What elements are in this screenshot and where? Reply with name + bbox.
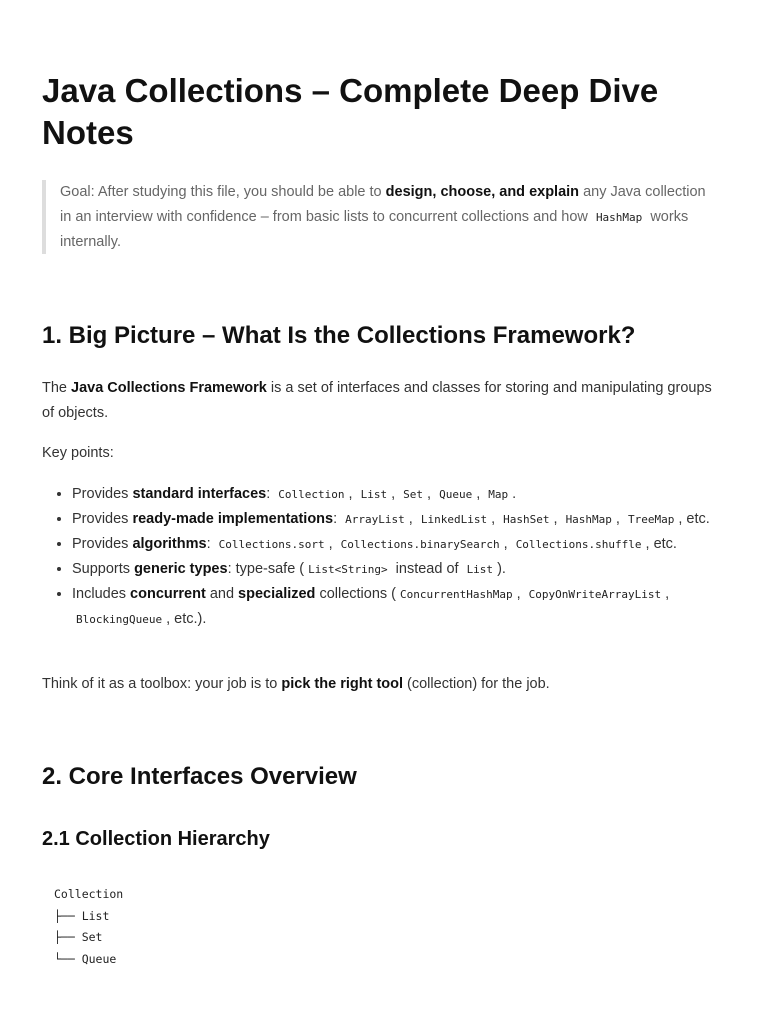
bullet-after: collections ( bbox=[315, 586, 397, 602]
bullet-tail: , etc.). bbox=[166, 611, 207, 627]
goal-suffix: works internally. bbox=[60, 209, 689, 250]
page-title: Java Collections – Complete Deep Dive Notes bbox=[42, 72, 659, 151]
toolbox-bold: pick the right tool bbox=[281, 676, 404, 692]
code-list-string: List<String> bbox=[308, 563, 388, 576]
code-list: List bbox=[360, 488, 388, 501]
bullet-after: : bbox=[206, 536, 215, 552]
bullet-lead: Includes bbox=[72, 586, 131, 602]
bullet-tail: , etc. bbox=[678, 511, 710, 527]
goal-middle: any Java collection in an interview with confidence – from basic lists to concurrent collections and how bbox=[60, 184, 706, 225]
goal-bold: design, choose, and explain bbox=[385, 184, 580, 200]
toolbox-prefix: Think of it as a toolbox: your job is to bbox=[42, 676, 282, 692]
intro-bold: Java Collections Framework bbox=[71, 380, 267, 396]
bullet-bold: algorithms bbox=[132, 536, 207, 552]
bullet-after: : type-safe ( bbox=[227, 561, 305, 577]
bullet-tail: ). bbox=[497, 561, 506, 577]
goal-blockquote bbox=[42, 180, 712, 254]
goal-prefix: Goal: After studying this file, you should be able to bbox=[60, 184, 386, 200]
bullet-bold: concurrent bbox=[130, 586, 206, 602]
code-collections-sort: Collections.sort bbox=[218, 538, 325, 551]
code-linkedlist: LinkedList bbox=[420, 513, 488, 526]
toolbox-paragraph bbox=[42, 672, 722, 697]
intro-suffix: is a set of interfaces and classes for storing and manipulating groups of objects. bbox=[42, 380, 712, 421]
code-arraylist: ArrayList bbox=[345, 513, 405, 526]
bullet-bold: standard interfaces bbox=[132, 486, 267, 502]
code-collections-shuffle: Collections.shuffle bbox=[515, 538, 642, 551]
collection-hierarchy-code-block bbox=[54, 884, 123, 970]
code-set: Set bbox=[403, 488, 424, 501]
code-queue: Queue bbox=[439, 488, 473, 501]
tree-line: ├── List bbox=[54, 908, 110, 923]
code-map: Map bbox=[488, 488, 509, 501]
code-blockingqueue: BlockingQueue bbox=[76, 613, 163, 626]
code-treemap: TreeMap bbox=[627, 513, 675, 526]
bullet-lead: Provides bbox=[72, 536, 133, 552]
tree-line: └── Queue bbox=[54, 951, 117, 966]
bullet-bold: generic types bbox=[134, 561, 228, 577]
intro-prefix: The bbox=[42, 380, 72, 396]
section-2-1-heading: 2.1 Collection Hierarchy bbox=[42, 828, 270, 850]
bullet-lead: Provides bbox=[72, 486, 133, 502]
bullet-bold-2: specialized bbox=[238, 586, 316, 602]
code-collections-binarysearch: Collections.binarySearch bbox=[340, 538, 500, 551]
key-points-label: Key points: bbox=[42, 445, 114, 461]
goal-code-hashmap: HashMap bbox=[595, 211, 643, 224]
bullet-after: : bbox=[266, 486, 275, 502]
list-item: • Provides standard interfaces: Collection , List , Set , Queue , Map . bbox=[72, 482, 726, 507]
code-copyonwritearraylist: CopyOnWriteArrayList bbox=[528, 588, 662, 601]
section-1-intro bbox=[42, 376, 722, 426]
toolbox-suffix: (collection) for the job. bbox=[403, 676, 550, 692]
bullet-tail: , etc. bbox=[645, 536, 677, 552]
code-collection: Collection bbox=[278, 488, 345, 501]
bullet-bold: ready-made implementations bbox=[132, 511, 334, 527]
code-hashmap: HashMap bbox=[565, 513, 612, 526]
tree-line: ├── Set bbox=[54, 930, 103, 944]
key-points-list bbox=[42, 482, 726, 632]
bullet-tail: . bbox=[512, 486, 517, 502]
bullet-lead: Supports bbox=[72, 561, 135, 577]
list-item: • Provides algorithms: Collections.sort , Collections.binarySearch , Collections.shuffle , etc. bbox=[72, 532, 726, 557]
list-item: • Provides ready-made implementations: ArrayList , LinkedList , HashSet , HashMap , TreeMap , etc. bbox=[72, 507, 726, 532]
list-item: • Includes concurrent and specialized collections ( ConcurrentHashMap , CopyOnWriteArrayList , BlockingQueue , etc.). bbox=[72, 582, 726, 632]
bullet-lead: Provides bbox=[72, 511, 133, 527]
tree-line: Collection bbox=[54, 887, 124, 901]
bullet-and: and bbox=[205, 586, 239, 602]
list-item bbox=[72, 557, 726, 582]
code-concurrenthashmap: ConcurrentHashMap bbox=[400, 588, 513, 601]
code-list-raw: List bbox=[466, 563, 494, 576]
bullet-mid: instead of bbox=[391, 561, 463, 577]
bullet-after: : bbox=[333, 511, 342, 527]
section-1-heading: 1. Big Picture – What Is the Collections Framework? bbox=[42, 322, 636, 349]
section-2-heading: 2. Core Interfaces Overview bbox=[42, 763, 357, 790]
code-hashset: HashSet bbox=[503, 513, 550, 526]
